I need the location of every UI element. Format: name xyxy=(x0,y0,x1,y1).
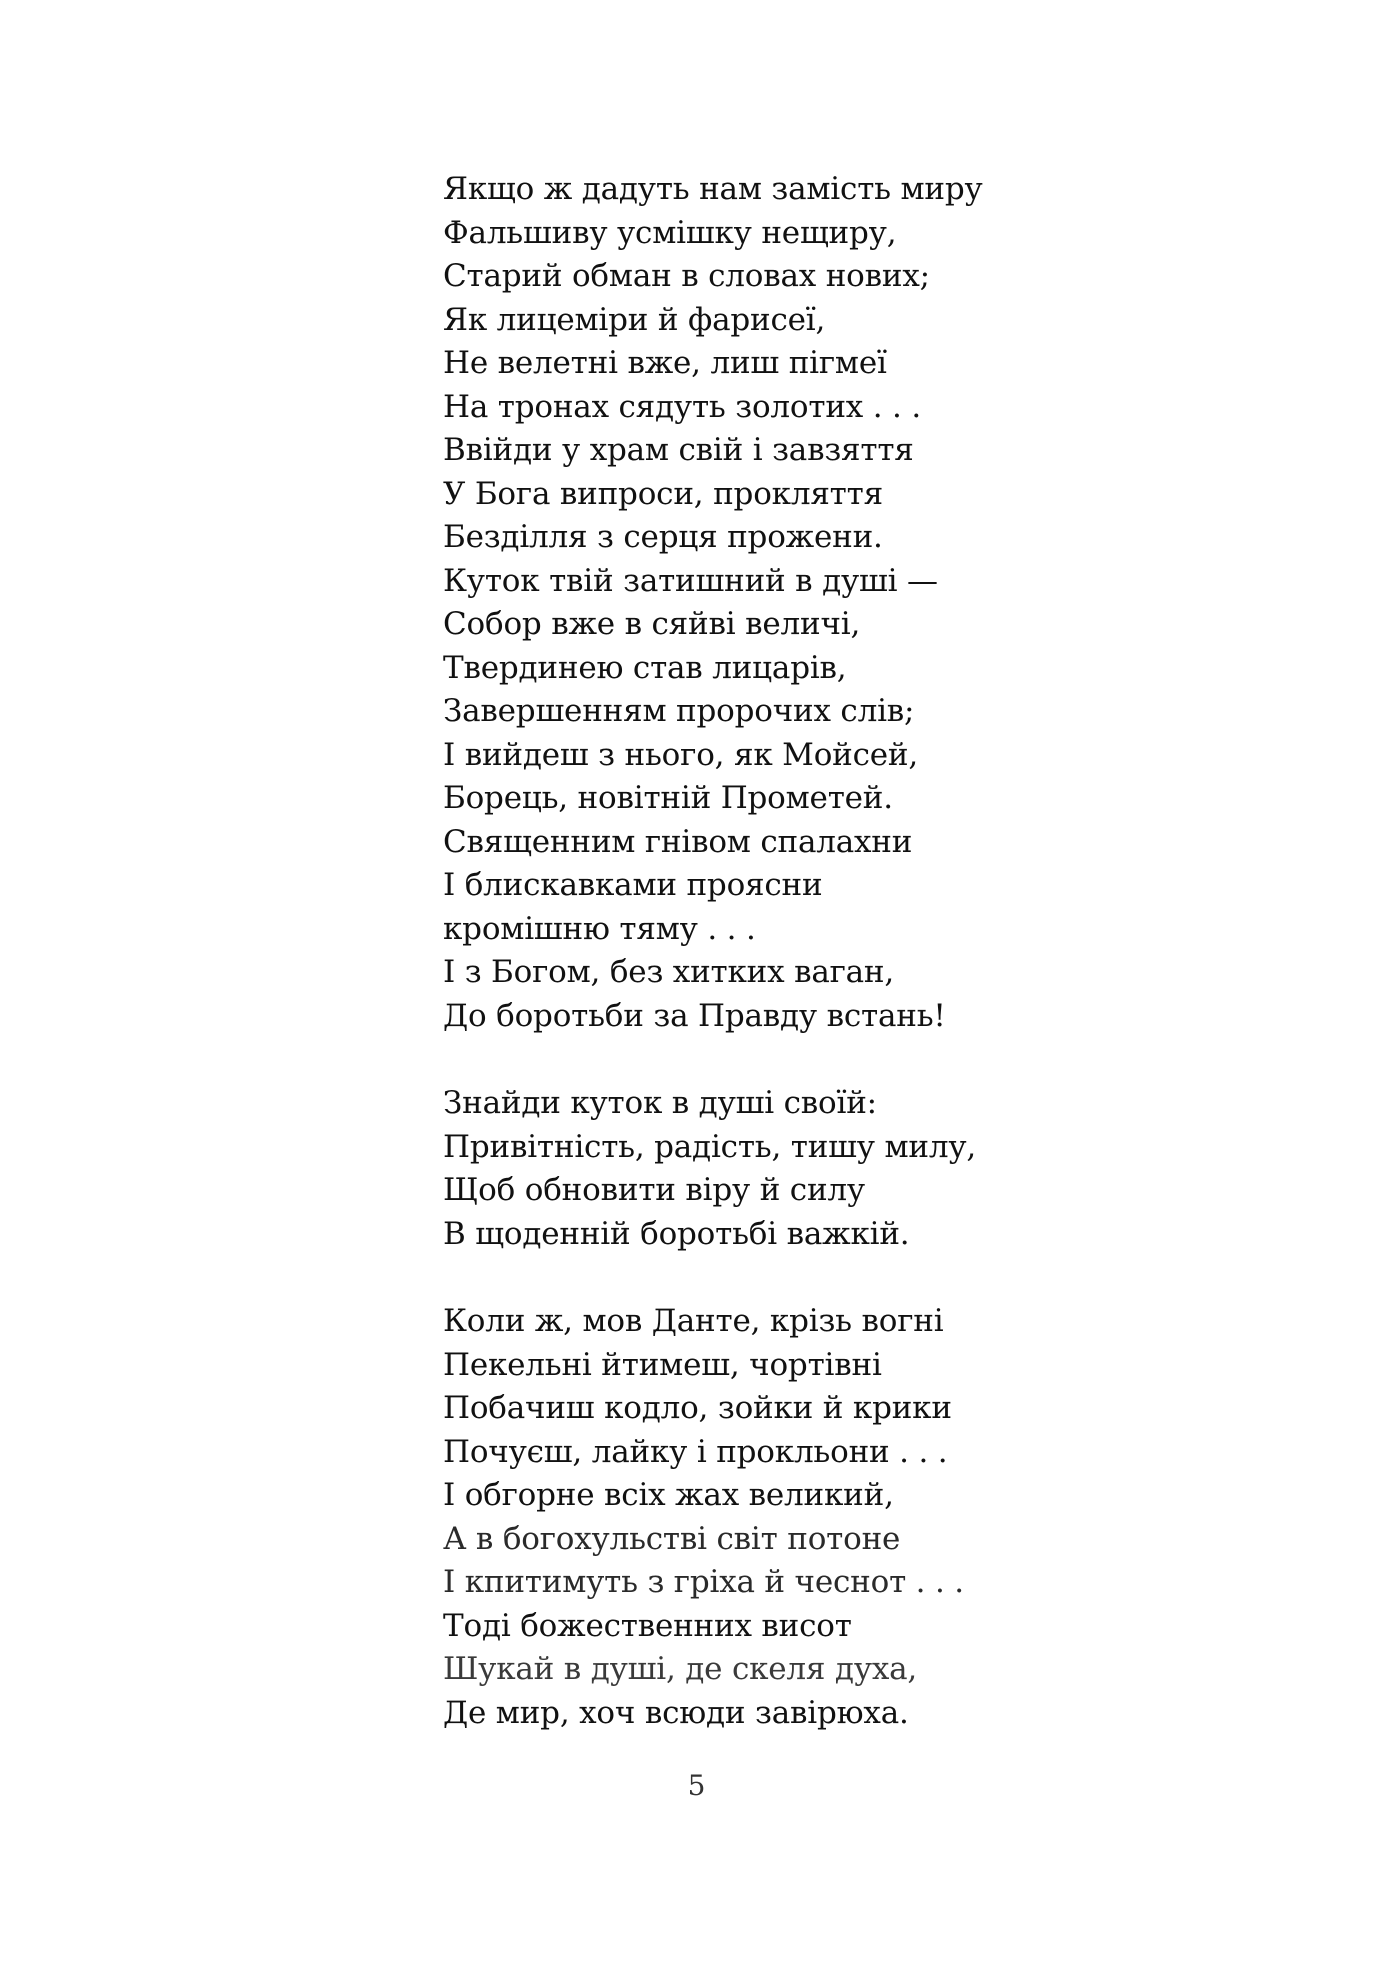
poem-line: Де мир, хоч всюди завірюха. xyxy=(443,1694,909,1731)
poem-line: Твердинею став лицарів, xyxy=(443,649,847,686)
poem-line: Безділля з серця прожени. xyxy=(443,519,883,555)
poem-line: Тоді божественних висот xyxy=(443,1607,852,1644)
poem-line: У Бога випроси, прокляття xyxy=(443,475,883,512)
stanza-2 xyxy=(443,1082,1063,1256)
poem-line: Побачиш кодло, зойки й крики xyxy=(443,1390,952,1426)
poem-line: Старий обман в словах нових; xyxy=(443,258,930,294)
poem-line: Привітність, радість, тишу милу, xyxy=(443,1128,977,1165)
poem-line: Коли ж, мов Данте, крізь вогні xyxy=(443,1303,944,1339)
poem-line: Якщо ж дадуть нам замість миру xyxy=(443,171,983,207)
poem-text xyxy=(443,168,1063,1735)
poem-line: А в богохульстві світ потоне xyxy=(443,1520,901,1557)
poem-line: Собор вже в сяйві величі, xyxy=(443,606,861,642)
poem-line: Не велетні вже, лиш пігмеї xyxy=(443,345,887,381)
poem-line: На тронах сядуть золотих . . . xyxy=(443,388,921,425)
poem-line: І кпитимуть з гріха й чеснот . . . xyxy=(443,1564,964,1600)
poem-line: Як лицеміри й фарисеї, xyxy=(443,301,826,338)
poem-line: Ввійди у храм свій і завзяття xyxy=(443,432,914,468)
stanza-3 xyxy=(443,1300,1063,1735)
poem-line: І блискавками проясни xyxy=(443,867,823,903)
poem-line: Пекельні йтимеш, чортівні xyxy=(443,1346,882,1383)
poem-line: І вийдеш з нього, як Мойсей, xyxy=(443,736,919,773)
poem-line: Куток твій затишний в душі — xyxy=(443,562,938,599)
poem-line: Борець, новітній Прометей. xyxy=(443,780,893,816)
poem-line: Священним гнівом спалахни xyxy=(443,823,913,860)
poem-line: Почуєш, лайку і прокльони . . . xyxy=(443,1433,948,1470)
poem-line: Щоб обновити віру й силу xyxy=(443,1172,865,1208)
poem-line: І з Богом, без хитких ваган, xyxy=(443,954,895,990)
poem-line: І обгорне всіх жах великий, xyxy=(443,1477,894,1513)
poem-line: Завершенням пророчих слів; xyxy=(443,693,915,729)
page-number: 5 xyxy=(687,1769,706,1802)
poem-line: В щоденній боротьбі важкій. xyxy=(443,1215,910,1252)
poem-line: кромішню тяму . . . xyxy=(443,910,756,947)
poem-line: Знайди куток в душі своїй: xyxy=(443,1085,877,1121)
stanza-1 xyxy=(443,168,1063,1038)
poem-line: До боротьби за Правду встань! xyxy=(443,997,946,1034)
poem-line: Фальшиву усмішку нещиру, xyxy=(443,214,897,251)
poem-line: Шукай в душі, де скеля духа, xyxy=(443,1651,918,1687)
